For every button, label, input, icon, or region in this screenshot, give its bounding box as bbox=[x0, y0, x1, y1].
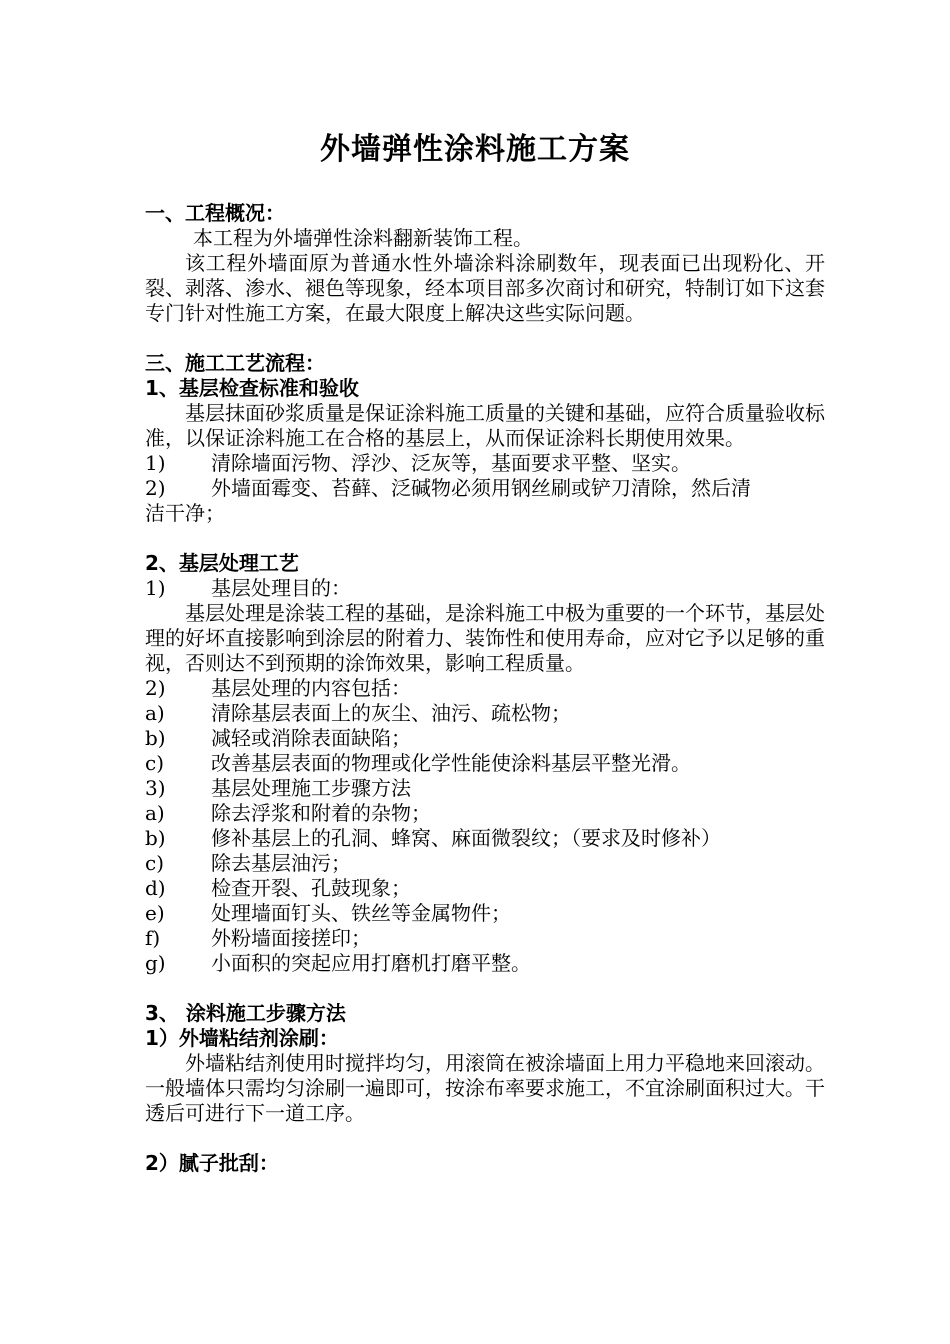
list-marker: c) bbox=[145, 851, 165, 875]
subsection-heading: 3、 涂料施工步骤方法 bbox=[145, 1001, 346, 1025]
step-heading: 2）腻子批刮： bbox=[145, 1151, 279, 1175]
paragraph: 外墙粘结剂使用时搅拌均匀，用滚筒在被涂墙面上用力平稳地来回滚动。一般墙体只需均匀涂刷一遍即可，按涂布率要求施工，不宜涂刷面积过大。干透后可进行下一道工序。 bbox=[145, 1051, 825, 1125]
subsection-heading: 1、基层检查标准和验收 bbox=[145, 376, 359, 400]
list-item bbox=[145, 726, 825, 751]
list-marker: b) bbox=[145, 826, 166, 850]
list-text: 外粉墙面接搓印； bbox=[211, 926, 371, 950]
list-marker: c) bbox=[145, 751, 165, 775]
list-text: 基层处理施工步骤方法 bbox=[211, 776, 411, 800]
list-text: 减轻或消除表面缺陷； bbox=[211, 726, 411, 750]
list-text: 处理墙面钉头、铁丝等金属物件； bbox=[211, 901, 511, 925]
list-marker: e) bbox=[145, 901, 165, 925]
list-item bbox=[145, 826, 825, 851]
paragraph: 基层处理是涂装工程的基础，是涂料施工中极为重要的一个环节，基层处理的好坏直接影响到涂层的附着力、装饰性和使用寿命，应对它予以足够的重视，否则达不到预期的涂饰效果，影响工程质量。 bbox=[145, 601, 825, 675]
list-item bbox=[145, 476, 825, 501]
document-title: 外墙弹性涂料施工方案 bbox=[320, 132, 630, 167]
list-marker: a) bbox=[145, 701, 165, 725]
list-text: 修补基层上的孔洞、蜂窝、麻面微裂纹；（要求及时修补） bbox=[211, 826, 721, 850]
list-text: 改善基层表面的物理或化学性能使涂料基层平整光滑。 bbox=[211, 751, 691, 775]
step-heading: 1）外墙粘结剂涂刷： bbox=[145, 1026, 339, 1050]
list-text-continuation: 洁干净； bbox=[145, 501, 225, 525]
list-item bbox=[145, 776, 825, 801]
list-marker: a) bbox=[145, 801, 165, 825]
list-item bbox=[145, 751, 825, 776]
list-item bbox=[145, 926, 825, 951]
list-marker: 2) bbox=[145, 676, 166, 700]
list-marker: g) bbox=[145, 951, 166, 975]
document-body bbox=[145, 201, 825, 1176]
section-heading-overview: 一、工程概况： bbox=[145, 201, 285, 225]
list-item bbox=[145, 701, 825, 726]
section-heading-process: 三、施工工艺流程： bbox=[145, 351, 325, 375]
list-text: 除去基层油污； bbox=[211, 851, 351, 875]
list-marker: d) bbox=[145, 876, 166, 900]
list-marker: b) bbox=[145, 726, 166, 750]
paragraph: 该工程外墙面原为普通水性外墙涂料涂刷数年，现表面已出现粉化、开裂、剥落、渗水、褪色等现象，经本项目部多次商讨和研究，特制订如下这套专门针对性施工方案，在最大限度上解决这些实际问题。 bbox=[145, 251, 825, 325]
subsection-heading: 2、基层处理工艺 bbox=[145, 551, 299, 575]
list-marker: 1) bbox=[145, 576, 166, 600]
list-text: 除去浮浆和附着的杂物； bbox=[211, 801, 431, 825]
list-marker: 3) bbox=[145, 776, 166, 800]
paragraph: 本工程为外墙弹性涂料翻新装饰工程。 bbox=[193, 226, 533, 250]
list-item bbox=[145, 951, 825, 976]
list-item bbox=[145, 676, 825, 701]
paragraph: 基层抹面砂浆质量是保证涂料施工质量的关键和基础，应符合质量验收标准，以保证涂料施工在合格的基层上，从而保证涂料长期使用效果。 bbox=[145, 401, 825, 450]
list-text: 小面积的突起应用打磨机打磨平整。 bbox=[211, 951, 531, 975]
list-marker: 1) bbox=[145, 451, 166, 475]
list-text: 基层处理的内容包括： bbox=[211, 676, 411, 700]
list-item bbox=[145, 451, 825, 476]
list-item bbox=[145, 576, 825, 601]
list-text: 基层处理目的： bbox=[211, 576, 351, 600]
list-text: 清除基层表面上的灰尘、油污、疏松物； bbox=[211, 701, 571, 725]
list-marker: 2) bbox=[145, 476, 166, 500]
list-item bbox=[145, 901, 825, 926]
list-text: 清除墙面污物、浮沙、泛灰等，基面要求平整、坚实。 bbox=[211, 451, 691, 475]
list-marker: f) bbox=[145, 926, 161, 950]
list-text: 检查开裂、孔鼓现象； bbox=[211, 876, 411, 900]
list-item bbox=[145, 876, 825, 901]
list-text: 外墙面霉变、苔藓、泛碱物必须用钢丝刷或铲刀清除，然后清 bbox=[211, 476, 751, 500]
list-item bbox=[145, 851, 825, 876]
list-item bbox=[145, 801, 825, 826]
